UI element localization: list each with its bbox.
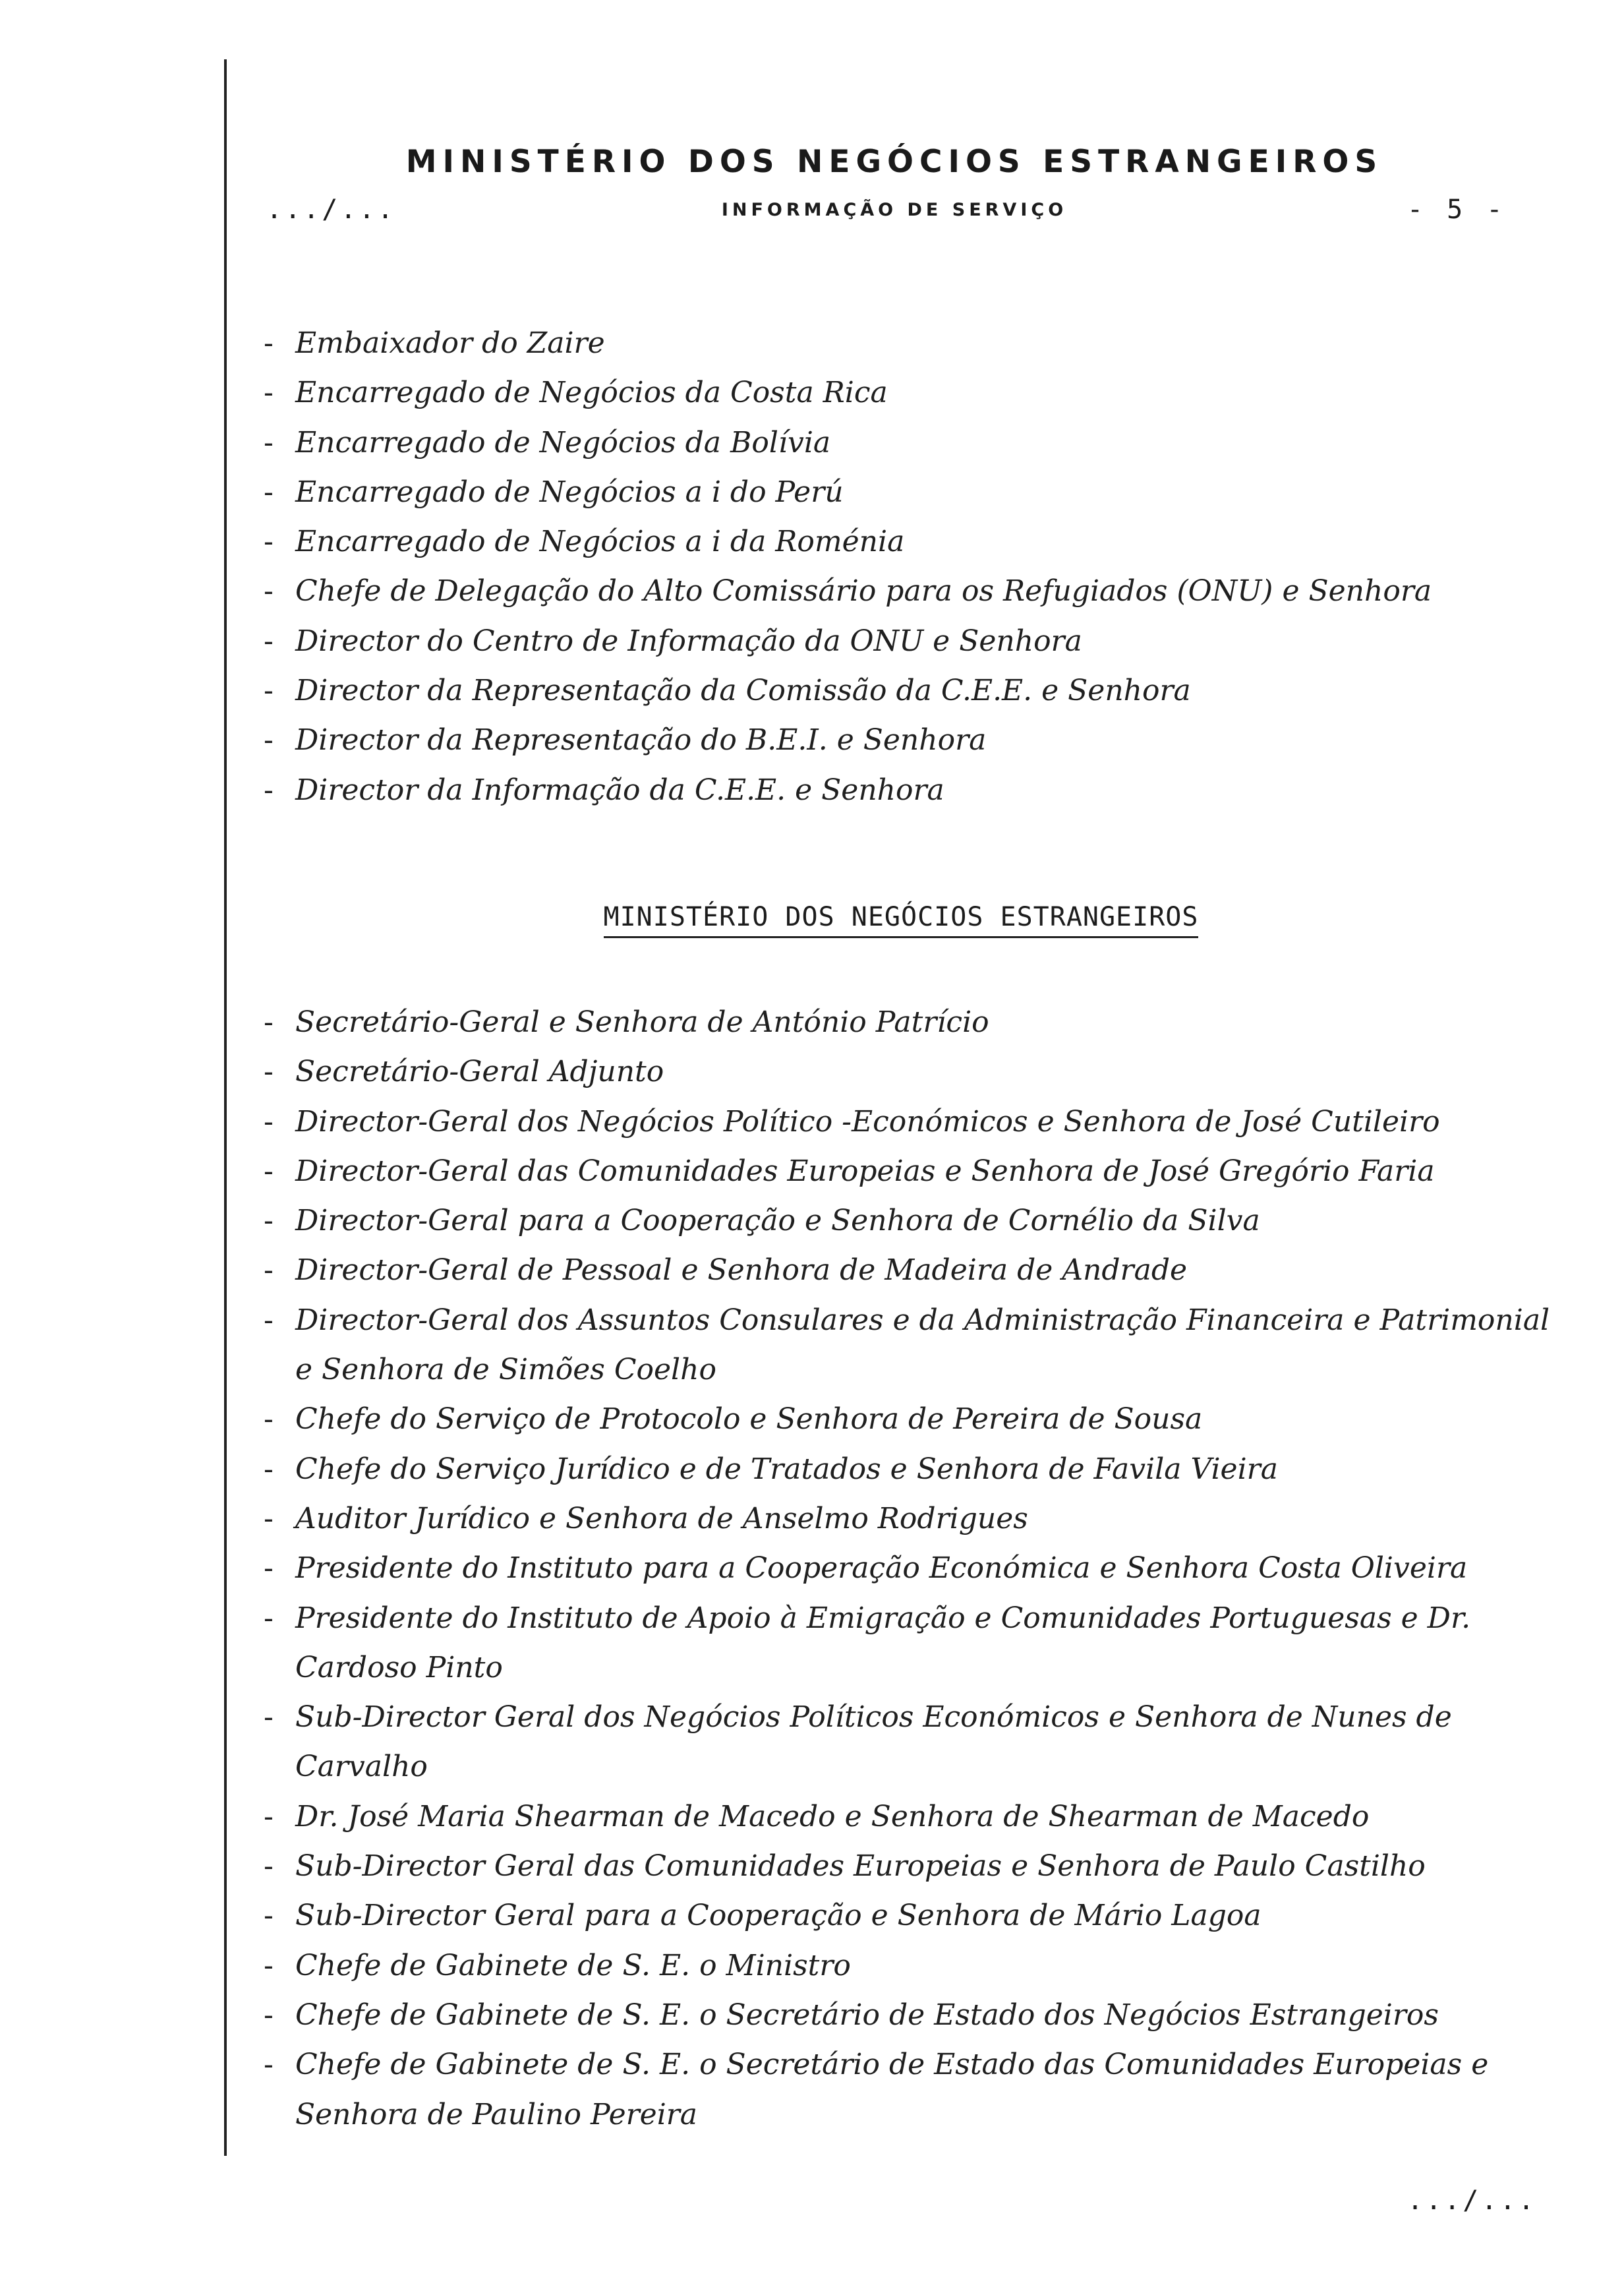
list-item: - Chefe de Gabinete de S. E. o Secretário de Estado dos Negócios Estrangeiros bbox=[264, 1998, 1439, 2032]
list-item: - Chefe do Serviço Jurídico e de Tratados e Senhora de Favila Vieira bbox=[264, 1452, 1278, 1486]
list-item: - Chefe de Gabinete de S. E. o Ministro bbox=[264, 1948, 851, 1982]
page-number: - 5 - bbox=[1407, 194, 1507, 225]
letterhead bbox=[0, 144, 1624, 180]
ministry-title: MINISTÉRIO DOS NEGÓCIOS ESTRANGEIROS bbox=[405, 144, 1383, 180]
list-item: - Secretário-Geral Adjunto bbox=[264, 1055, 664, 1089]
section-heading bbox=[0, 902, 1624, 932]
continued-marker-top: .../... bbox=[266, 194, 396, 225]
list-item: - Secretário-Geral e Senhora de António Patrício bbox=[264, 1005, 989, 1039]
list-item: - Auditor Jurídico e Senhora de Anselmo Rodrigues bbox=[264, 1501, 1028, 1535]
list-item: - Director da Representação do B.E.I. e Senhora bbox=[264, 723, 987, 758]
list-item: - Director-Geral de Pessoal e Senhora de Madeira de Andrade bbox=[264, 1253, 1188, 1288]
list-item: - Chefe do Serviço de Protocolo e Senhora de Pereira de Sousa bbox=[264, 1402, 1203, 1437]
list-item: - Encarregado de Negócios a i da Roménia bbox=[264, 525, 905, 559]
list-item: - Encarregado de Negócios da Costa Rica bbox=[264, 376, 888, 410]
list-item: - Director-Geral dos Assuntos Consulares e da Administração Financeira e Patrimonial e Senhora de Simões Coelho bbox=[264, 1303, 1550, 1387]
list-item: - Director do Centro de Informação da ONU e Senhora bbox=[264, 624, 1082, 658]
list-item: - Sub-Director Geral dos Negócios Políticos Económicos e Senhora de Nunes de Carvalho bbox=[264, 1700, 1452, 1784]
guest-list-ministry bbox=[264, 997, 1575, 2139]
list-item: - Director da Representação da Comissão da C.E.E. e Senhora bbox=[264, 674, 1191, 708]
list-item: - Sub-Director Geral para a Cooperação e Senhora de Mário Lagoa bbox=[264, 1899, 1262, 1933]
service-subtitle: INFORMAÇÃO DE SERVIÇO bbox=[721, 200, 1068, 220]
list-item: - Director-Geral dos Negócios Político -Económicos e Senhora de José Cutileiro bbox=[264, 1104, 1440, 1139]
list-item: - Director da Informação da C.E.E. e Senhora bbox=[264, 773, 944, 807]
list-item: - Encarregado de Negócios da Bolívia bbox=[264, 425, 831, 460]
list-item: - Director-Geral para a Cooperação e Senhora de Cornélio da Silva bbox=[264, 1204, 1260, 1238]
service-row bbox=[0, 194, 1624, 234]
list-item: - Presidente do Instituto para a Cooperação Económica e Senhora Costa Oliveira bbox=[264, 1551, 1468, 1586]
list-item: - Embaixador do Zaire bbox=[264, 326, 605, 360]
list-item: - Director-Geral das Comunidades Europeias e Senhora de José Gregório Faria bbox=[264, 1154, 1435, 1188]
list-item: - Sub-Director Geral das Comunidades Europeias e Senhora de Paulo Castilho bbox=[264, 1849, 1426, 1884]
list-item: - Chefe de Delegação do Alto Comissário para os Refugiados (ONU) e Senhora bbox=[264, 574, 1432, 609]
continued-marker-bottom: .../... bbox=[1407, 2185, 1537, 2216]
list-item: - Presidente do Instituto de Apoio à Emigração e Comunidades Portuguesas e Dr. Cardoso Pinto bbox=[264, 1601, 1471, 1684]
margin-rule bbox=[224, 59, 227, 2156]
list-item: - Dr. José Maria Shearman de Macedo e Senhora de Shearman de Macedo bbox=[264, 1799, 1370, 1833]
list-item: - Chefe de Gabinete de S. E. o Secretário de Estado das Comunidades Europeias e Senhora de Paulino Pereira bbox=[264, 2048, 1489, 2131]
guest-list-diplomatic bbox=[264, 318, 1575, 815]
section-heading-text: MINISTÉRIO DOS NEGÓCIOS ESTRANGEIROS bbox=[604, 902, 1199, 938]
list-item: - Encarregado de Negócios a i do Perú bbox=[264, 475, 844, 509]
